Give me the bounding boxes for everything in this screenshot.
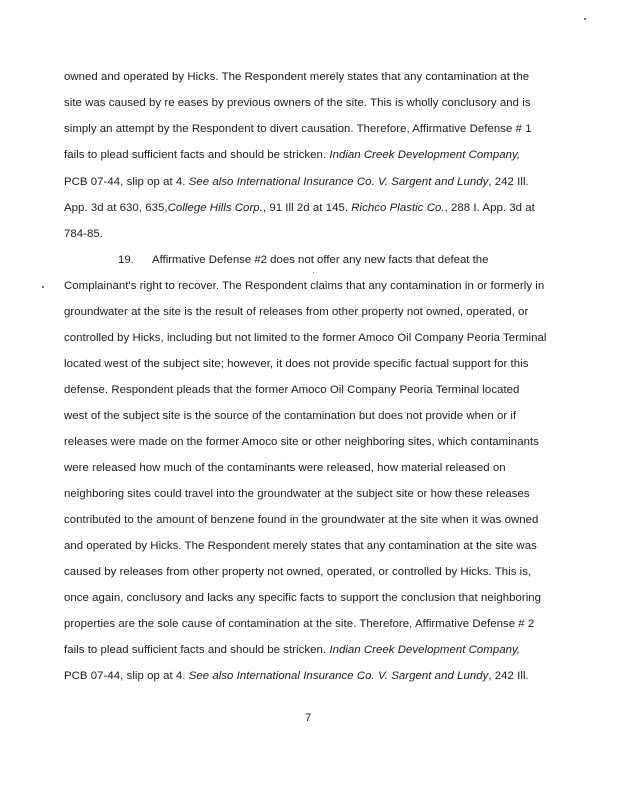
text-segment: , 242 Ill. (488, 176, 529, 188)
case-citation: Indian Creek Development Company, (329, 644, 521, 656)
text-line: located west of the subject site; however, it does not provide specific factual support for this (64, 358, 529, 370)
case-citation: See also International Insurance Co. V. Sargent and Lundy (188, 176, 489, 188)
text-segment: , 242 Ill. (488, 670, 529, 682)
text-line (64, 645, 520, 656)
case-citation: College Hills Corp. (167, 202, 263, 214)
case-citation: See also International Insurance Co. V. Sargent and Lundy (188, 670, 489, 682)
page-number: 7 (305, 712, 312, 724)
text-line: caused by releases from other property not owned, operated, or controlled by Hicks. This is, (64, 566, 532, 578)
paragraph-number: 19. (118, 254, 134, 266)
text-line: site was caused by re eases by previous owners of the site. This is wholly conclusory and is (64, 97, 531, 109)
case-citation: Richco Plastic Co. (351, 202, 445, 214)
scan-speck (313, 272, 314, 273)
text-line: were released how much of the contaminants were released, how material released on (64, 462, 506, 474)
text-line (64, 150, 520, 161)
text-line: properties are the sole cause of contamination at the site. Therefore, Affirmative Defense # 2 (64, 618, 535, 630)
text-line: defense. Respondent pleads that the former Amoco Oil Company Peoria Terminal located (64, 384, 520, 396)
scan-speck (584, 18, 586, 20)
case-citation: Indian Creek Development Company, (329, 149, 521, 161)
text-line: simply an attempt by the Respondent to divert causation. Therefore, Affirmative Defense # 1 (64, 123, 532, 135)
text-line: neighboring sites could travel into the groundwater at the subject site or how these releases (64, 488, 530, 500)
text-line: 784-85. (64, 228, 103, 240)
text-line: once again, conclusory and lacks any specific facts to support the conclusion that neighboring (64, 592, 542, 604)
text-line: releases were made on the former Amoco site or other neighboring sites, which contaminants (64, 436, 539, 448)
text-segment: , 288 I. App. 3d at (444, 202, 535, 214)
text-line: Complainant's right to recover. The Respondent claims that any contamination in or formerly in (64, 280, 545, 292)
text-line (64, 177, 529, 188)
text-segment: fails to plead sufficient facts and should be stricken. (64, 149, 330, 161)
text-line: owned and operated by Hicks. The Respondent merely states that any contamination at the (64, 71, 530, 83)
text-segment: PCB 07-44, slip op at 4. (64, 670, 189, 682)
text-line: controlled by Hicks, including but not limited to the former Amoco Oil Company Peoria Terminal (64, 332, 547, 344)
text-line (64, 203, 535, 214)
text-line: groundwater at the site is the result of releases from other property not owned, operated, or (64, 306, 529, 318)
text-line (64, 671, 529, 682)
text-line: and operated by Hicks. The Respondent merely states that any contamination at the site was (64, 540, 537, 552)
scan-speck (42, 286, 44, 288)
text-line: west of the subject site is the source of the contamination but does not provide when or if (64, 410, 517, 422)
text-segment: App. 3d at 630, 635, (64, 202, 168, 214)
paragraph-first-line: Affirmative Defense #2 does not offer any new facts that defeat the (152, 254, 489, 266)
text-line: contributed to the amount of benzene found in the groundwater at the site when it was owned (64, 514, 539, 526)
text-segment: , 91 Ill 2d at 145. (262, 202, 352, 214)
text-segment: PCB 07-44, slip op at 4. (64, 176, 189, 188)
text-segment: fails to plead sufficient facts and should be stricken. (64, 644, 330, 656)
